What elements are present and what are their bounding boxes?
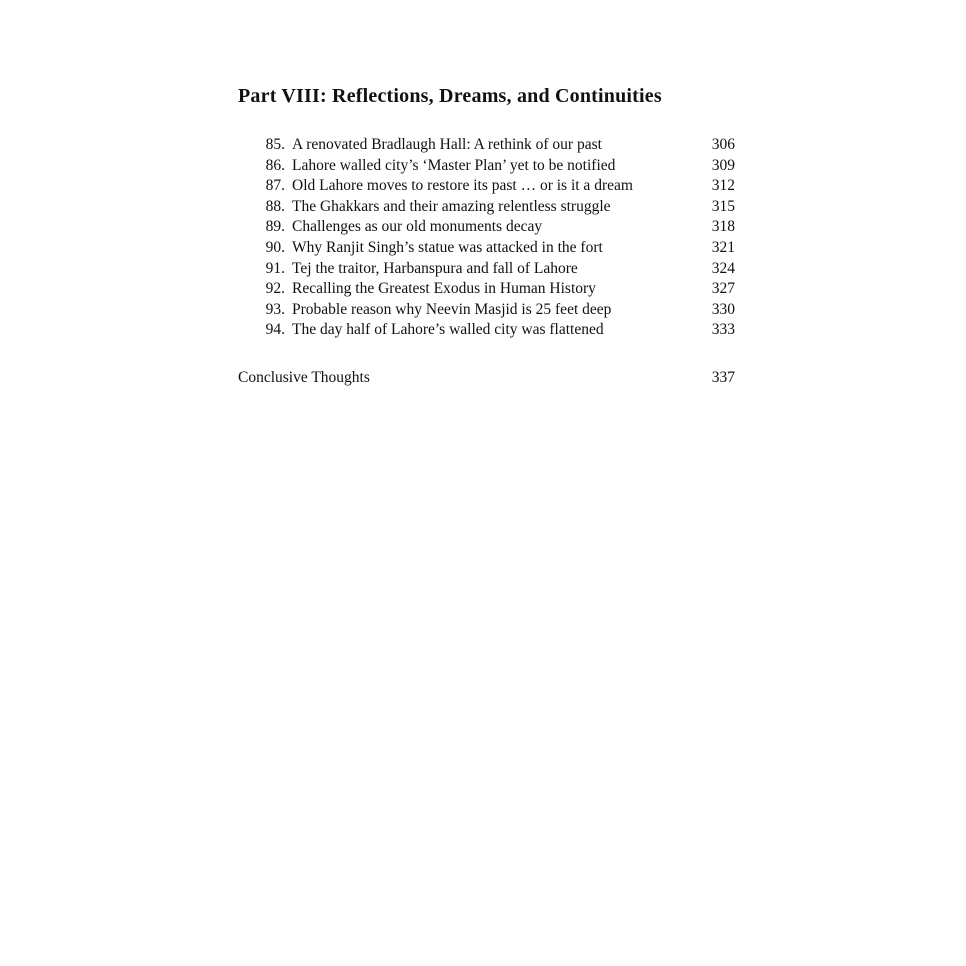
entry-title: Recalling the Greatest Exodus in Human History [292, 280, 596, 298]
entry-title: The day half of Lahore’s walled city was flattened [292, 321, 604, 339]
entry-title: The Ghakkars and their amazing relentless struggle [292, 197, 611, 215]
chapter-list [238, 135, 735, 341]
entry-page-number: 312 [711, 177, 735, 195]
toc-entry [238, 279, 735, 300]
conclusive-row [238, 368, 735, 389]
entry-page-number: 318 [711, 218, 735, 236]
toc-entry [238, 197, 735, 218]
entry-page-number: 315 [711, 197, 735, 215]
entry-page-number: 324 [711, 259, 735, 277]
part-heading: Part VIII: Reflections, Dreams, and Continuities [238, 85, 662, 107]
toc-entry [238, 320, 735, 341]
entry-number: 85. [265, 136, 285, 153]
entry-title: Tej the traitor, Harbanspura and fall of Lahore [292, 259, 578, 277]
conclusive-page-number: 337 [711, 368, 735, 386]
entry-title: Lahore walled city’s ‘Master Plan’ yet to be notified [292, 156, 616, 174]
toc-entry [238, 238, 735, 259]
entry-title: A renovated Bradlaugh Hall: A rethink of our past [292, 136, 602, 153]
entry-page-number: 333 [711, 321, 735, 339]
entry-number: 92. [265, 280, 285, 298]
entry-number: 88. [265, 197, 285, 215]
toc-entry [238, 217, 735, 238]
entry-number: 90. [265, 238, 285, 256]
entry-number: 91. [265, 259, 285, 277]
entry-title: Probable reason why Neevin Masjid is 25 feet deep [292, 300, 612, 318]
toc-page [238, 84, 735, 389]
entry-page-number: 330 [711, 300, 735, 318]
entry-title: Why Ranjit Singh’s statue was attacked in the fort [292, 238, 603, 256]
conclusive-title: Conclusive Thoughts [238, 368, 370, 386]
entry-page-number: 327 [711, 280, 735, 298]
entry-title: Old Lahore moves to restore its past … or is it a dream [292, 177, 633, 195]
entry-number: 94. [265, 321, 285, 339]
entry-page-number: 321 [711, 238, 735, 256]
toc-entry [238, 259, 735, 280]
toc-entry [238, 135, 735, 156]
entry-page-number: 306 [711, 136, 735, 153]
entry-number: 86. [265, 156, 285, 174]
entry-number: 89. [265, 218, 285, 236]
entry-number: 87. [265, 177, 285, 195]
entry-page-number: 309 [711, 156, 735, 174]
toc-entry [238, 156, 735, 177]
entry-number: 93. [265, 300, 285, 318]
toc-entry [238, 176, 735, 197]
entry-title: Challenges as our old monuments decay [292, 218, 543, 236]
toc-entry [238, 300, 735, 321]
